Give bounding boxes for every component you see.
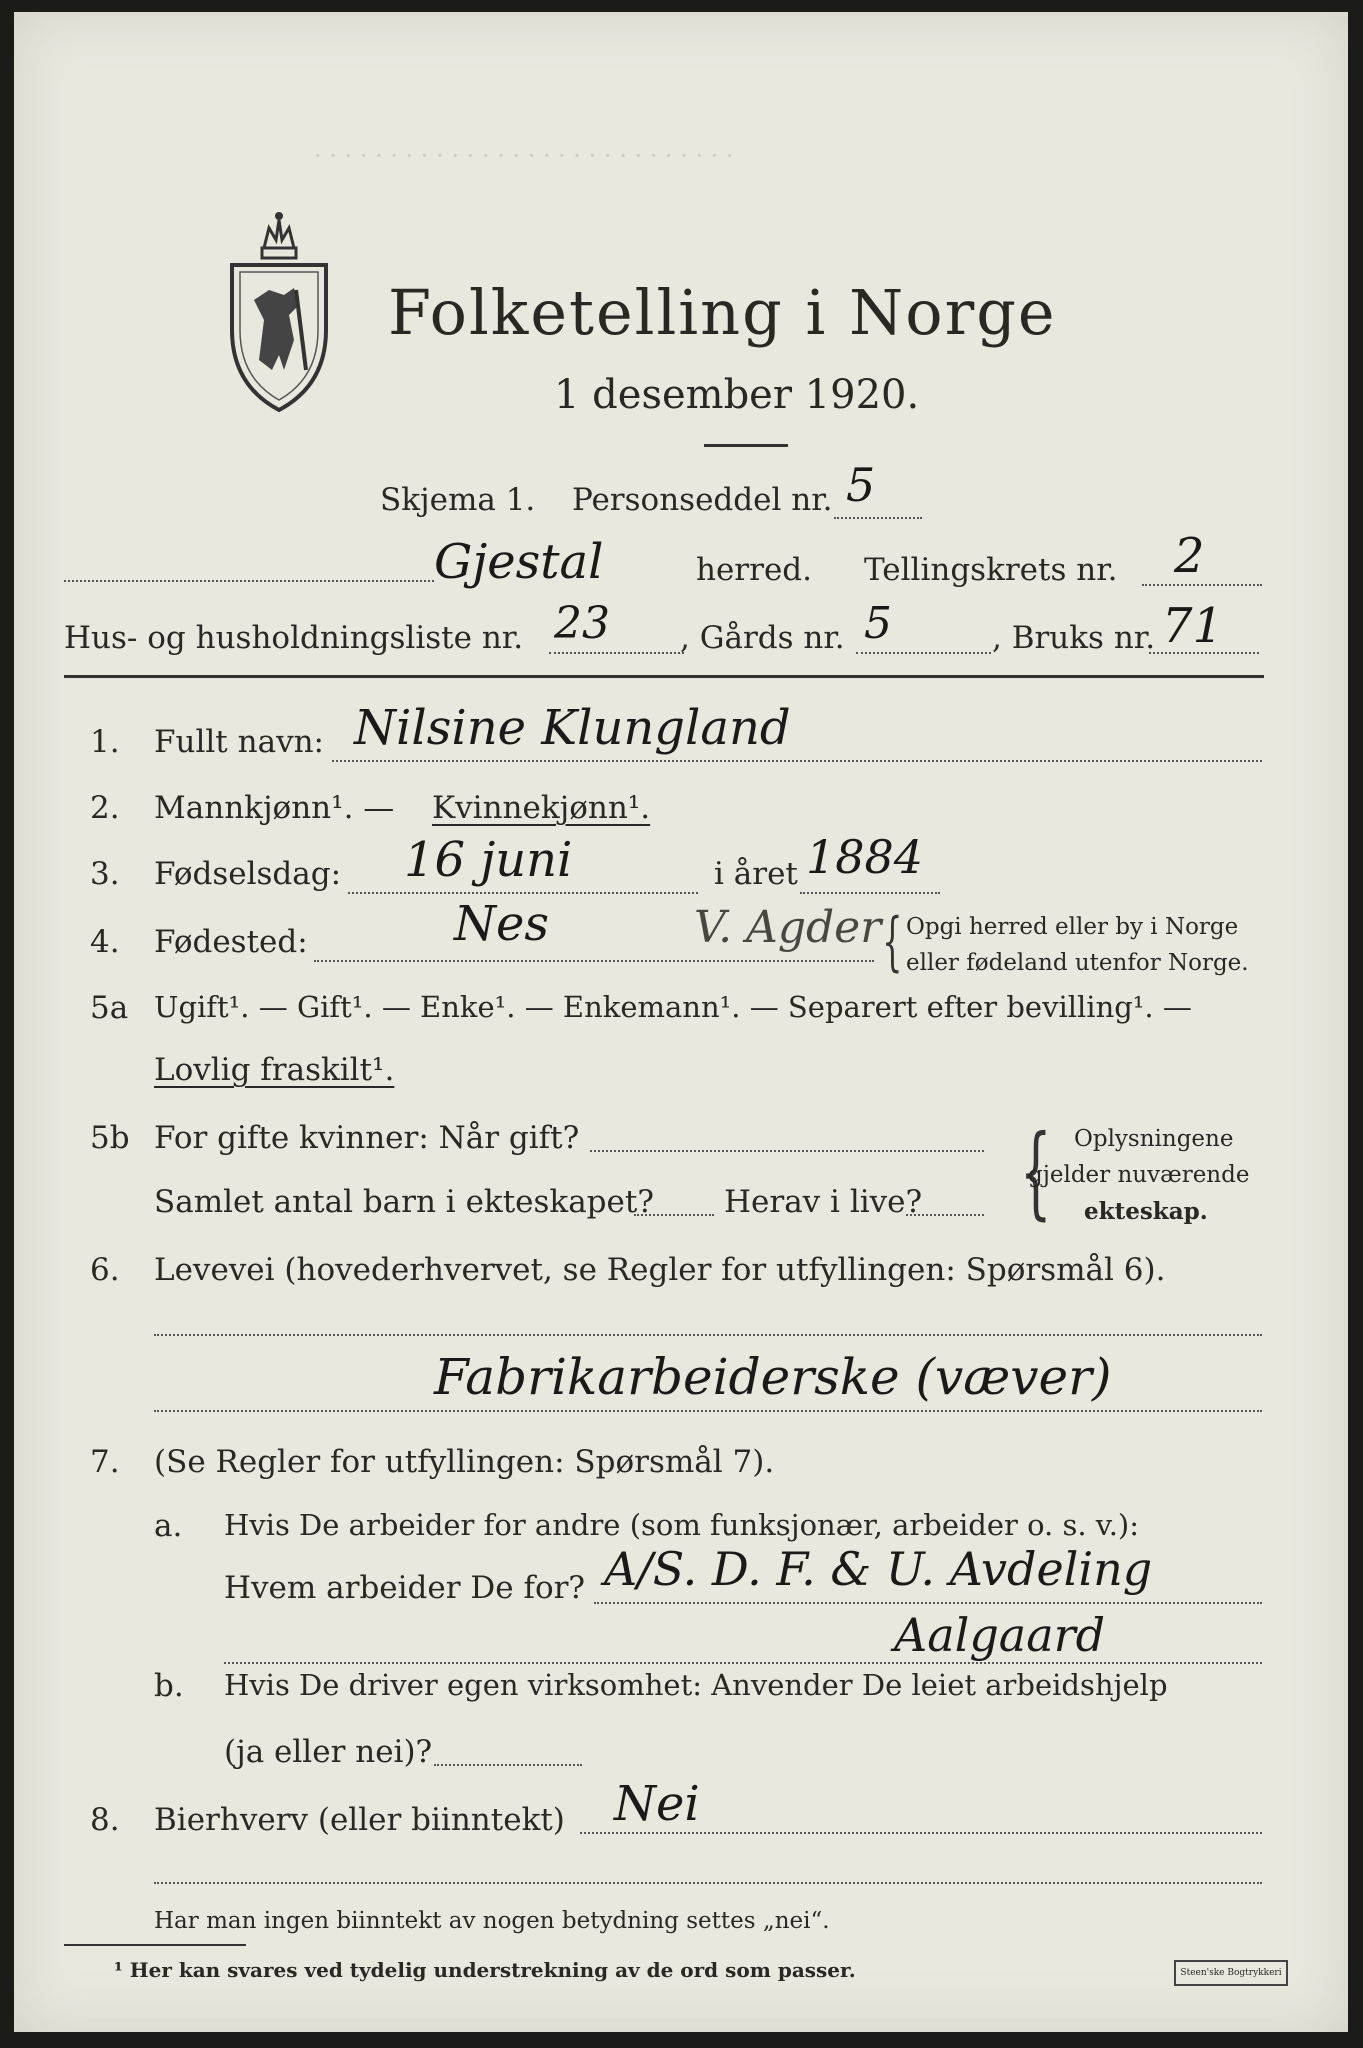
q2-male-option: Mannkjønn¹. —	[154, 790, 395, 826]
q8-label: Bierhverv (eller biinntekt)	[154, 1802, 565, 1838]
q7a-employer-label: Hvem arbeider De for?	[224, 1570, 586, 1606]
dotted-line	[1149, 652, 1259, 654]
section-divider	[64, 675, 1264, 678]
dotted-line	[856, 652, 991, 654]
form-title: Folketelling i Norge	[388, 276, 1057, 349]
brace: {	[882, 905, 903, 979]
q3-number: 3.	[90, 856, 120, 892]
q4-note-line1: Opgi herred eller by i Norge	[906, 914, 1239, 940]
q3-year-label: i året	[714, 856, 798, 892]
q4-label: Fødested:	[154, 924, 308, 960]
footnote-rule	[64, 1944, 246, 1946]
q6-occupation-value: Fabrikarbeiderske (væver)	[434, 1348, 1112, 1406]
dotted-line	[549, 652, 684, 654]
q4-number: 4.	[90, 924, 120, 960]
skjema-label: Skjema 1.	[380, 482, 536, 518]
tellingskrets-label: Tellingskrets nr.	[864, 552, 1118, 588]
dotted-line	[154, 1410, 1262, 1412]
q5b-note-line2: gjelder nuværende	[1028, 1162, 1250, 1188]
dotted-line	[590, 1150, 984, 1152]
herred-value: Gjestal	[434, 534, 604, 590]
q7a-letter: a.	[154, 1508, 183, 1544]
bruks-label: , Bruks nr.	[992, 620, 1156, 656]
title-divider	[704, 444, 788, 447]
q7b-yes-no-label: (ja eller nei)?	[224, 1734, 433, 1770]
q5b-married-when-label: For gifte kvinner: Når gift?	[154, 1120, 580, 1156]
q1-label: Fullt navn:	[154, 724, 324, 760]
q7b-label: Hvis De driver egen virksomhet: Anvender De leiet arbeidshjelp	[224, 1668, 1168, 1702]
q2-number: 2.	[90, 790, 120, 826]
dotted-line	[154, 1882, 1262, 1884]
q5a-divorced-option: Lovlig fraskilt¹.	[154, 1052, 395, 1088]
q8-number: 8.	[90, 1802, 120, 1838]
q7b-letter: b.	[154, 1668, 184, 1704]
q5a-marital-options: Ugift¹. — Gift¹. — Enke¹. — Enkemann¹. — Separert efter bevilling¹. —	[154, 990, 1192, 1024]
q7a-employer-place: Aalgaard	[894, 1608, 1106, 1662]
gards-label: , Gårds nr.	[680, 620, 845, 656]
q5b-children-label: Samlet antal barn i ekteskapet?	[154, 1184, 654, 1220]
dotted-line	[332, 760, 1262, 762]
q7-label: (Se Regler for utfyllingen: Spørsmål 7).	[154, 1444, 775, 1480]
dotted-line	[834, 517, 922, 519]
dotted-line	[1142, 584, 1262, 586]
dotted-line	[434, 1764, 582, 1766]
census-form-page	[14, 12, 1348, 2032]
q3-birthday-value: 16 juni	[404, 832, 573, 888]
dotted-line	[314, 960, 874, 962]
printer-stamp: Steen'ske Bogtrykkeri	[1174, 1960, 1288, 1986]
q2-female-option: Kvinnekjønn¹.	[432, 790, 651, 826]
q7-number: 7.	[90, 1444, 120, 1480]
q4-note-line2: eller fødeland utenfor Norge.	[906, 950, 1249, 976]
brace: {	[1019, 1113, 1052, 1230]
bruks-value: 71	[1162, 598, 1224, 654]
husliste-label: Hus- og husholdningsliste nr.	[64, 620, 524, 656]
q7a-employer-value: A/S. D. F. & U. Avdeling	[604, 1542, 1153, 1596]
q8-side-income-value: Nei	[614, 1776, 700, 1832]
bleed-through-text: · · · · · · · · · · · · · · · · · · · · · · · · · · · ·	[314, 142, 734, 170]
q5b-note-line3: ekteskap.	[1084, 1198, 1208, 1225]
q5a-number: 5a	[90, 990, 129, 1026]
q5b-note-line1: Oplysningene	[1074, 1126, 1234, 1152]
q7a-label: Hvis De arbeider for andre (som funksjonær, arbeider o. s. v.):	[224, 1508, 1140, 1542]
census-date: 1 desember 1920.	[554, 372, 920, 418]
dotted-line	[580, 1832, 1262, 1834]
q5b-alive-label: Herav i live?	[724, 1184, 923, 1220]
dotted-line	[348, 892, 698, 894]
personseddel-value: 5	[846, 458, 876, 512]
dotted-line	[154, 1334, 1262, 1336]
footer-note: Har man ingen biinntekt av nogen betydning settes „nei“.	[154, 1908, 830, 1934]
q6-label: Levevei (hovederhvervet, se Regler for utfyllingen: Spørsmål 6).	[154, 1252, 1166, 1288]
dotted-line	[906, 1214, 984, 1216]
tellingskrets-value: 2	[1174, 528, 1205, 584]
dotted-line	[224, 1662, 1262, 1664]
gards-value: 5	[864, 598, 892, 649]
personseddel-label: Personseddel nr.	[572, 482, 833, 518]
q1-number: 1.	[90, 724, 120, 760]
dotted-line	[64, 580, 434, 582]
footnote: ¹ Her kan svares ved tydelig understrekning av de ord som passer.	[114, 1958, 856, 1982]
q4-birthplace-value: Nes	[454, 896, 550, 952]
q3-label: Fødselsdag:	[154, 856, 342, 892]
herred-label: herred.	[696, 552, 812, 588]
dotted-line	[594, 1602, 1262, 1604]
norway-coat-of-arms	[224, 210, 334, 420]
q6-number: 6.	[90, 1252, 120, 1288]
q5b-number: 5b	[90, 1120, 130, 1156]
q1-full-name-value: Nilsine Klungland	[354, 700, 791, 756]
husliste-value: 23	[554, 598, 610, 649]
q3-year-value: 1884	[806, 830, 924, 884]
q4-birthplace-region: V. Agder	[694, 902, 882, 953]
dotted-line	[800, 892, 940, 894]
dotted-line	[634, 1214, 714, 1216]
